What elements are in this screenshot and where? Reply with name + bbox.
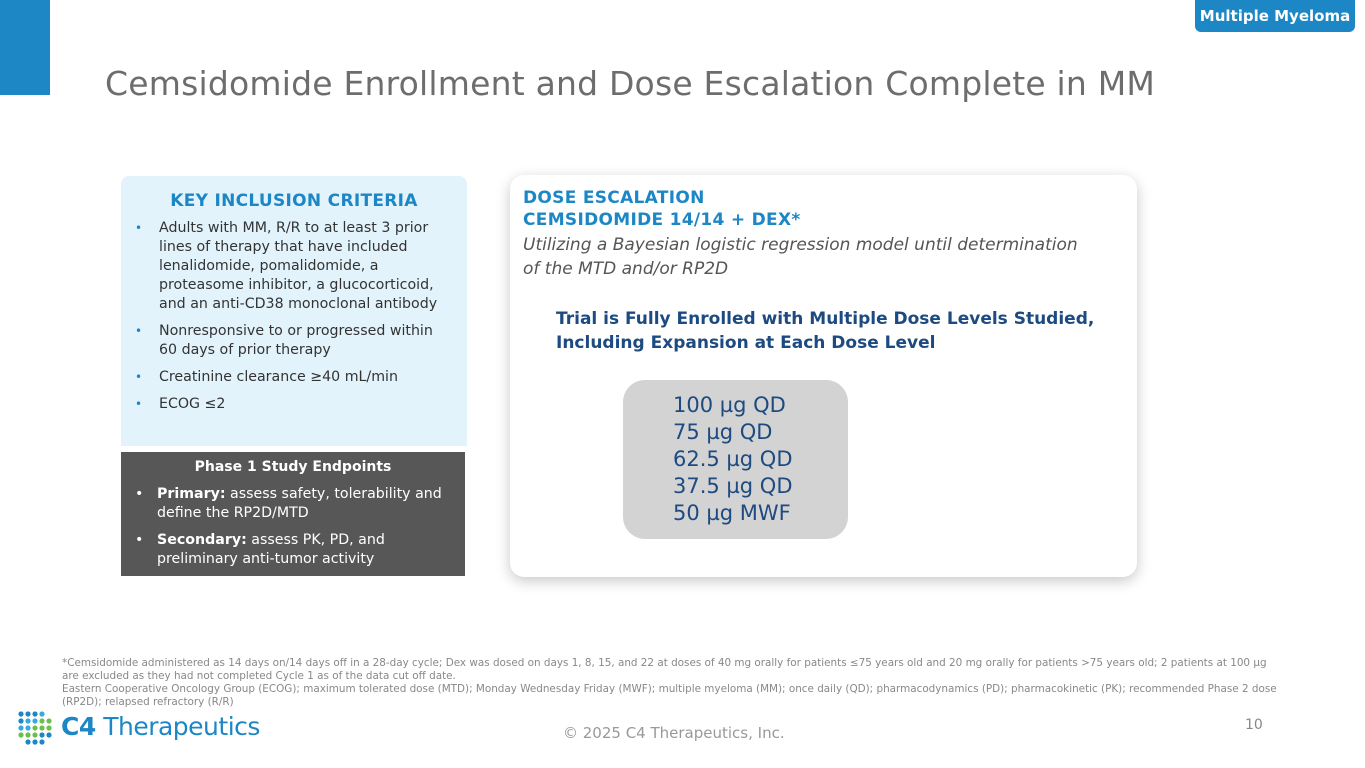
endpoint-label: Secondary: [157,532,247,548]
study-endpoints-title: Phase 1 Study Endpoints [194,459,392,475]
dose-escalation-subtitle: Utilizing a Bayesian logistic regression model until determination of the MTD and/or RP2D [523,235,1078,279]
study-endpoints-box [121,452,465,576]
footnote: *Cemsidomide administered as 14 days on/14 days off in a 28-day cycle; Dex was dosed on days 1, 8, 15, and 22 at doses of 40 mg orally for patients ≤75 years old and 20 mg orally for patients >75 years old; 2 patients at 100 µg are excluded as they had not completed Cycle 1 as of the data cut off date. [62,657,1267,682]
list-item [135,219,453,314]
inclusion-criteria-title: KEY INCLUSION CRITERIA [170,191,418,211]
inclusion-criteria-box [121,176,467,446]
endpoint-text: assess safety, tolerability and define the RP2D/MTD [157,486,442,521]
dose-level-item: 100 µg QD [673,393,786,417]
dose-level-item: 75 µg QD [673,420,773,444]
bullet-icon: • [135,397,143,411]
bullet-icon: • [135,532,144,548]
company-logo [17,710,260,746]
copyright-notice: © 2025 C4 Therapeutics, Inc. [563,724,785,742]
footnote: Eastern Cooperative Oncology Group (ECOG); maximum tolerated dose (MTD); Monday Wednesday Friday (MWF); multiple myeloma (MM); once daily (QD); pharmacodynamics (PD); pharmacokinetic (PK); recommended Phase 2 dose (RP2D); relapsed refractory (R/R) [62,683,1277,708]
slide-title: Cemsidomide Enrollment and Dose Escalation Complete in MM [105,64,1156,104]
list-item [135,395,453,414]
list-item-text: Nonresponsive to or progressed within 60 days of prior therapy [159,323,433,358]
endpoint-text: assess PK, PD, and preliminary anti-tumor activity [157,532,385,567]
logo-prefix: C4 [61,712,96,741]
dose-level-item: 37.5 µg QD [673,474,793,498]
list-item-text: Adults with MM, R/R to at least 3 prior lines of therapy that have included lenalidomide, pomalidomide, a proteasome inhibitor, a glucocorticoid, and an anti-CD38 monoclonal antibody [159,220,438,312]
logo-name: Therapeutics [95,712,260,741]
dose-level-item: 62.5 µg QD [673,447,793,471]
dose-levels-list [623,380,848,527]
logo-wordmark [61,712,260,741]
list-item [135,368,453,387]
inclusion-criteria-list [121,219,467,414]
accent-bar [0,0,50,95]
list-item [135,322,453,360]
enrollment-highlight: Trial is Fully Enrolled with Multiple Dose Levels Studied, Including Expansion at Each Dose Level [556,309,1095,353]
study-endpoints-list [121,485,465,569]
dose-regimen-heading: CEMSIDOMIDE 14/14 + DEX* [523,210,801,230]
list-item-text: Creatinine clearance ≥40 mL/min [159,369,398,385]
list-item [135,531,451,569]
page-number: 10 [1245,717,1263,733]
c4-dots-logo-icon [17,710,53,746]
dose-levels-pill [623,380,848,539]
bullet-icon: • [135,486,144,502]
bullet-icon: • [135,370,143,384]
dose-level-item: 50 µg MWF [673,501,791,525]
section-tag: Multiple Myeloma [1195,0,1355,32]
endpoint-label: Primary: [157,486,226,502]
list-item-text: ECOG ≤2 [159,396,226,412]
list-item [135,485,451,523]
bullet-icon: • [135,221,143,235]
dose-escalation-heading: DOSE ESCALATION [523,188,705,208]
dose-escalation-card [510,175,1137,577]
footnotes [62,657,1282,709]
bullet-icon: • [135,324,143,338]
